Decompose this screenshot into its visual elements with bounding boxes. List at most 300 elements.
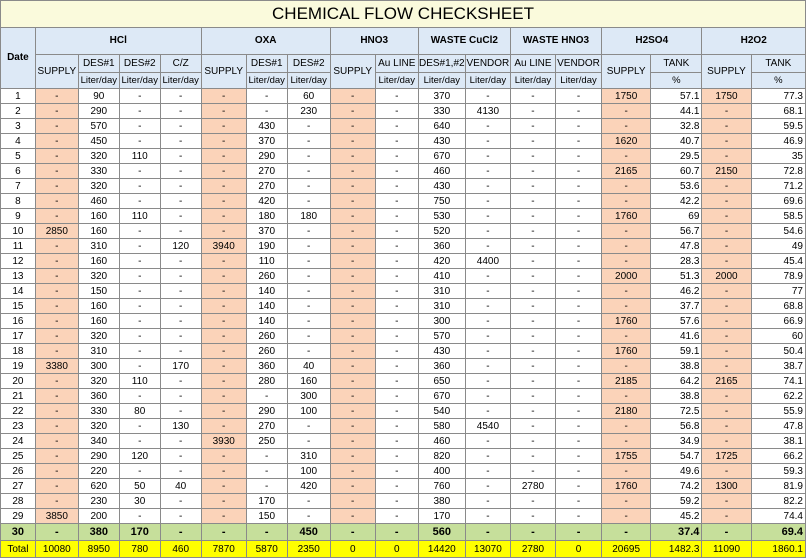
cell-h2so4-supply: - — [602, 524, 651, 541]
cell-oxa-des1: - — [246, 464, 287, 479]
cell-hcl-supply: - — [35, 239, 78, 254]
table-row — [1, 389, 806, 404]
cell-hno3-supply: - — [330, 209, 375, 224]
cell-hno3-au-line: - — [375, 164, 418, 179]
cell-oxa-supply: - — [201, 329, 246, 344]
cell-date: 22 — [1, 404, 36, 419]
cell-waste-hno3-vendor: - — [555, 89, 601, 104]
cell-waste-hno3-au-line: - — [510, 509, 555, 524]
cell-hcl-cz: - — [160, 284, 201, 299]
cell-h2o2-tank: 78.9 — [751, 269, 805, 284]
cell-hno3-au-line: - — [375, 119, 418, 134]
cell-oxa-supply: - — [201, 254, 246, 269]
cell-oxa-supply: - — [201, 179, 246, 194]
cell-h2so4-supply: 1620 — [602, 134, 651, 149]
cell-waste-cucl2-des: 570 — [418, 329, 465, 344]
cell-waste-hno3-au-line: - — [510, 134, 555, 149]
cell-date: 14 — [1, 284, 36, 299]
cell-hcl-des2: - — [119, 314, 160, 329]
cell-hcl-des1: 220 — [78, 464, 119, 479]
cell-hno3-au-line: - — [375, 149, 418, 164]
cell-hcl-des1: 230 — [78, 494, 119, 509]
cell-h2o2-supply: 2165 — [702, 374, 751, 389]
cell-waste-cucl2-des: 820 — [418, 449, 465, 464]
cell-oxa-des2: - — [287, 434, 330, 449]
cell-h2so4-supply: 1760 — [602, 314, 651, 329]
group-h2so4: H2SO4 — [602, 28, 702, 55]
cell-waste-cucl2-des: 760 — [418, 479, 465, 494]
cell-hcl-supply: - — [35, 464, 78, 479]
cell-oxa-des2: 60 — [287, 89, 330, 104]
cell-h2so4-tank: 40.7 — [651, 134, 702, 149]
cell-hcl-supply: - — [35, 419, 78, 434]
cell-hcl-cz: - — [160, 509, 201, 524]
cell-waste-hno3-vendor: - — [555, 494, 601, 509]
cell-waste-cucl2-vendor: 4540 — [465, 419, 510, 434]
cell-waste-hno3-vendor: - — [555, 269, 601, 284]
cell-waste-cucl2-des: 650 — [418, 374, 465, 389]
cell-hcl-des1: 290 — [78, 104, 119, 119]
cell-oxa-supply: 3940 — [201, 239, 246, 254]
table-row — [1, 269, 806, 284]
cell-hcl-cz: - — [160, 464, 201, 479]
cell-oxa-des1: 180 — [246, 209, 287, 224]
cell-hcl-supply: 3850 — [35, 509, 78, 524]
cell-waste-cucl2-vendor: 4400 — [465, 254, 510, 269]
cell-h2o2-tank: 35 — [751, 149, 805, 164]
cell-waste-hno3-vendor: 0 — [555, 541, 601, 558]
cell-oxa-des2: - — [287, 224, 330, 239]
cell-oxa-supply: - — [201, 449, 246, 464]
table-row — [1, 434, 806, 449]
cell-oxa-des2: 100 — [287, 404, 330, 419]
cell-oxa-des2: 2350 — [287, 541, 330, 558]
table-row — [1, 119, 806, 134]
cell-hcl-des1: 8950 — [78, 541, 119, 558]
cell-hcl-des2: 30 — [119, 494, 160, 509]
unit-label: Liter/day — [555, 73, 601, 89]
cell-waste-cucl2-des: 370 — [418, 89, 465, 104]
cell-waste-hno3-vendor: - — [555, 119, 601, 134]
cell-h2so4-tank: 60.7 — [651, 164, 702, 179]
cell-h2o2-tank: 69.4 — [751, 524, 805, 541]
oxa-supply-header: SUPPLY — [201, 55, 246, 89]
cell-h2so4-tank: 45.2 — [651, 509, 702, 524]
cell-h2so4-tank: 51.3 — [651, 269, 702, 284]
cell-hno3-supply: - — [330, 419, 375, 434]
cell-hno3-au-line: 0 — [375, 541, 418, 558]
cell-waste-hno3-vendor: - — [555, 239, 601, 254]
cell-oxa-des1: 260 — [246, 329, 287, 344]
h2so4-tank-header: TANK — [651, 55, 702, 73]
cell-hno3-supply: - — [330, 344, 375, 359]
cell-hcl-des2: 780 — [119, 541, 160, 558]
cell-oxa-supply: - — [201, 104, 246, 119]
cell-waste-cucl2-vendor: - — [465, 164, 510, 179]
cell-hcl-des1: 200 — [78, 509, 119, 524]
cell-hno3-supply: - — [330, 284, 375, 299]
cell-oxa-des2: - — [287, 254, 330, 269]
unit-label: Liter/day — [119, 73, 160, 89]
cell-oxa-des2: - — [287, 194, 330, 209]
cell-hno3-supply: - — [330, 179, 375, 194]
cell-hno3-au-line: - — [375, 389, 418, 404]
cell-oxa-supply: - — [201, 464, 246, 479]
cell-h2so4-supply: 2165 — [602, 164, 651, 179]
cell-hno3-au-line: - — [375, 449, 418, 464]
cell-hcl-des1: 320 — [78, 179, 119, 194]
cell-waste-cucl2-vendor: - — [465, 314, 510, 329]
cell-oxa-des1: 290 — [246, 149, 287, 164]
cell-h2so4-supply: - — [602, 419, 651, 434]
cell-waste-hno3-au-line: - — [510, 254, 555, 269]
cell-h2o2-tank: 68.1 — [751, 104, 805, 119]
cell-oxa-supply: - — [201, 224, 246, 239]
cell-waste-cucl2-vendor: - — [465, 449, 510, 464]
cell-waste-hno3-au-line: - — [510, 434, 555, 449]
cell-waste-hno3-vendor: - — [555, 389, 601, 404]
table-row — [1, 194, 806, 209]
cell-hcl-des2: - — [119, 464, 160, 479]
cell-date: Total — [1, 541, 36, 558]
cell-h2so4-tank: 41.6 — [651, 329, 702, 344]
cell-waste-cucl2-des: 460 — [418, 434, 465, 449]
group-waste-hno3: WASTE HNO3 — [510, 28, 601, 55]
cell-waste-cucl2-vendor: - — [465, 149, 510, 164]
cell-waste-cucl2-vendor: - — [465, 194, 510, 209]
cell-hcl-des2: 80 — [119, 404, 160, 419]
cell-hcl-des2: - — [119, 164, 160, 179]
cell-hcl-des1: 310 — [78, 344, 119, 359]
cell-h2so4-tank: 59.2 — [651, 494, 702, 509]
unit-label: Liter/day — [287, 73, 330, 89]
cell-hno3-au-line: - — [375, 479, 418, 494]
cell-waste-cucl2-vendor: - — [465, 434, 510, 449]
cell-h2so4-supply: - — [602, 194, 651, 209]
cell-waste-cucl2-des: 750 — [418, 194, 465, 209]
cell-hcl-cz: - — [160, 164, 201, 179]
cell-h2so4-tank: 47.8 — [651, 239, 702, 254]
cell-waste-cucl2-vendor: 4130 — [465, 104, 510, 119]
cell-hcl-cz: - — [160, 209, 201, 224]
cell-waste-hno3-au-line: - — [510, 284, 555, 299]
cell-hcl-cz: 40 — [160, 479, 201, 494]
cell-hno3-supply: - — [330, 299, 375, 314]
cell-waste-hno3-vendor: - — [555, 509, 601, 524]
cell-h2o2-tank: 74.4 — [751, 509, 805, 524]
cell-h2so4-supply: - — [602, 239, 651, 254]
cell-hno3-supply: - — [330, 239, 375, 254]
h2so4-supply-header: SUPPLY — [602, 55, 651, 89]
cell-waste-hno3-vendor: - — [555, 209, 601, 224]
cell-h2o2-supply: - — [702, 224, 751, 239]
cell-waste-hno3-vendor: - — [555, 104, 601, 119]
group-hno3: HNO3 — [330, 28, 418, 55]
cell-h2o2-supply: - — [702, 464, 751, 479]
cell-oxa-des1: 270 — [246, 164, 287, 179]
cell-waste-hno3-au-line: - — [510, 359, 555, 374]
cell-hno3-au-line: - — [375, 284, 418, 299]
cell-waste-cucl2-des: 310 — [418, 284, 465, 299]
cell-oxa-des2: 310 — [287, 449, 330, 464]
cell-hcl-des2: - — [119, 89, 160, 104]
cell-oxa-des2: - — [287, 119, 330, 134]
cell-hcl-supply: - — [35, 149, 78, 164]
cell-hcl-des1: 320 — [78, 269, 119, 284]
cell-hcl-supply: - — [35, 314, 78, 329]
cell-hcl-des2: 110 — [119, 374, 160, 389]
cell-hcl-supply: - — [35, 164, 78, 179]
cell-hcl-cz: 170 — [160, 359, 201, 374]
cell-hcl-cz: - — [160, 404, 201, 419]
cell-h2o2-tank: 68.8 — [751, 299, 805, 314]
group-hcl: HCl — [35, 28, 201, 55]
cell-waste-hno3-vendor: - — [555, 374, 601, 389]
cell-oxa-des1: 190 — [246, 239, 287, 254]
cell-h2so4-supply: - — [602, 254, 651, 269]
cell-waste-hno3-au-line: - — [510, 119, 555, 134]
cell-hcl-des2: 110 — [119, 209, 160, 224]
cell-h2o2-tank: 54.6 — [751, 224, 805, 239]
cell-hcl-supply: - — [35, 104, 78, 119]
cell-oxa-des1: 170 — [246, 494, 287, 509]
cell-waste-hno3-vendor: - — [555, 149, 601, 164]
cell-hcl-des2: 170 — [119, 524, 160, 541]
oxa-des2-header: DES#2 — [287, 55, 330, 73]
cell-waste-cucl2-vendor: - — [465, 284, 510, 299]
cell-oxa-des2: 450 — [287, 524, 330, 541]
cell-hcl-des2: 110 — [119, 149, 160, 164]
waste-hno3-au-line-header: Au LINE — [510, 55, 555, 73]
cell-oxa-des1: 140 — [246, 284, 287, 299]
cell-waste-cucl2-des: 410 — [418, 269, 465, 284]
cell-oxa-des2: 300 — [287, 389, 330, 404]
cell-hcl-cz: - — [160, 524, 201, 541]
cell-h2o2-supply: - — [702, 509, 751, 524]
cell-hno3-supply: - — [330, 89, 375, 104]
cell-hcl-des2: - — [119, 299, 160, 314]
cell-hcl-cz: - — [160, 449, 201, 464]
table-row — [1, 359, 806, 374]
cell-h2o2-supply: - — [702, 104, 751, 119]
table-row — [1, 374, 806, 389]
cell-h2so4-tank: 49.6 — [651, 464, 702, 479]
table-row — [1, 419, 806, 434]
cell-waste-cucl2-vendor: - — [465, 464, 510, 479]
cell-oxa-des2: - — [287, 149, 330, 164]
cell-hcl-des1: 320 — [78, 374, 119, 389]
cell-hcl-supply: - — [35, 209, 78, 224]
cell-oxa-des2: - — [287, 269, 330, 284]
cell-waste-cucl2-des: 530 — [418, 209, 465, 224]
cell-waste-cucl2-vendor: - — [465, 209, 510, 224]
cell-h2o2-tank: 74.1 — [751, 374, 805, 389]
cell-h2o2-supply: - — [702, 239, 751, 254]
cell-date: 13 — [1, 269, 36, 284]
cell-waste-hno3-au-line: - — [510, 299, 555, 314]
cell-waste-cucl2-des: 360 — [418, 239, 465, 254]
cell-h2so4-supply: 1750 — [602, 89, 651, 104]
cell-hcl-des1: 570 — [78, 119, 119, 134]
cell-hno3-au-line: - — [375, 104, 418, 119]
cell-h2so4-supply: - — [602, 329, 651, 344]
cell-waste-cucl2-vendor: - — [465, 509, 510, 524]
cell-waste-hno3-vendor: - — [555, 329, 601, 344]
cell-waste-hno3-au-line: - — [510, 374, 555, 389]
cell-hcl-supply: - — [35, 374, 78, 389]
cell-date: 5 — [1, 149, 36, 164]
cell-waste-hno3-vendor: - — [555, 419, 601, 434]
cell-waste-cucl2-des: 360 — [418, 359, 465, 374]
table-row — [1, 464, 806, 479]
cell-hno3-au-line: - — [375, 179, 418, 194]
cell-oxa-supply: - — [201, 209, 246, 224]
cell-oxa-des1: 150 — [246, 509, 287, 524]
unit-label: Liter/day — [375, 73, 418, 89]
cell-h2o2-tank: 49 — [751, 239, 805, 254]
cell-hcl-des1: 160 — [78, 254, 119, 269]
cell-h2o2-supply: - — [702, 404, 751, 419]
cell-waste-cucl2-des: 670 — [418, 389, 465, 404]
cell-hno3-au-line: - — [375, 464, 418, 479]
cell-waste-cucl2-vendor: - — [465, 119, 510, 134]
cell-waste-cucl2-des: 580 — [418, 419, 465, 434]
cell-h2so4-tank: 42.2 — [651, 194, 702, 209]
cell-hcl-cz: - — [160, 134, 201, 149]
cell-h2o2-tank: 45.4 — [751, 254, 805, 269]
cell-h2o2-supply: - — [702, 434, 751, 449]
cell-h2so4-tank: 34.9 — [651, 434, 702, 449]
cell-hno3-au-line: - — [375, 314, 418, 329]
cell-hcl-des1: 330 — [78, 164, 119, 179]
table-row — [1, 329, 806, 344]
cell-hno3-au-line: - — [375, 404, 418, 419]
cell-hcl-supply: - — [35, 254, 78, 269]
cell-hno3-au-line: - — [375, 359, 418, 374]
cell-waste-hno3-au-line: - — [510, 329, 555, 344]
cell-hcl-des1: 320 — [78, 329, 119, 344]
cell-waste-hno3-au-line: - — [510, 194, 555, 209]
cell-hno3-supply: - — [330, 389, 375, 404]
cell-hcl-cz: - — [160, 224, 201, 239]
cell-date: 7 — [1, 179, 36, 194]
cell-waste-cucl2-vendor: - — [465, 179, 510, 194]
cell-waste-hno3-au-line: - — [510, 89, 555, 104]
cell-h2so4-supply: 1760 — [602, 209, 651, 224]
cell-hcl-supply: - — [35, 179, 78, 194]
cell-date: 11 — [1, 239, 36, 254]
cell-h2o2-tank: 72.8 — [751, 164, 805, 179]
cell-hno3-au-line: - — [375, 134, 418, 149]
cell-hcl-des2: - — [119, 284, 160, 299]
cell-h2so4-tank: 74.2 — [651, 479, 702, 494]
cell-oxa-des1: - — [246, 524, 287, 541]
cell-oxa-des2: - — [287, 179, 330, 194]
cell-h2o2-tank: 58.5 — [751, 209, 805, 224]
cell-hno3-au-line: - — [375, 509, 418, 524]
cell-waste-cucl2-des: 430 — [418, 344, 465, 359]
cell-h2o2-supply: - — [702, 419, 751, 434]
unit-label: % — [651, 73, 702, 89]
cell-date: 1 — [1, 89, 36, 104]
cell-waste-hno3-au-line: - — [510, 494, 555, 509]
cell-waste-hno3-au-line: - — [510, 224, 555, 239]
cell-date: 12 — [1, 254, 36, 269]
group-oxa: OXA — [201, 28, 330, 55]
cell-hno3-au-line: - — [375, 374, 418, 389]
cell-h2so4-tank: 1482.3 — [651, 541, 702, 558]
cell-date: 15 — [1, 299, 36, 314]
cell-hcl-supply: - — [35, 344, 78, 359]
cell-hno3-supply: - — [330, 164, 375, 179]
cell-hcl-des1: 360 — [78, 389, 119, 404]
cell-h2so4-supply: 2180 — [602, 404, 651, 419]
cell-waste-hno3-au-line: - — [510, 389, 555, 404]
cell-oxa-des1: 270 — [246, 179, 287, 194]
h2o2-tank-header: TANK — [751, 55, 805, 73]
waste-hno3-vendor-header: VENDOR — [555, 55, 601, 73]
cell-oxa-supply: - — [201, 284, 246, 299]
cell-hcl-supply: - — [35, 134, 78, 149]
cell-waste-hno3-vendor: - — [555, 284, 601, 299]
cell-h2so4-tank: 28.3 — [651, 254, 702, 269]
cell-oxa-des2: 40 — [287, 359, 330, 374]
cell-hcl-cz: 460 — [160, 541, 201, 558]
cell-hno3-au-line: - — [375, 329, 418, 344]
cell-waste-cucl2-vendor: - — [465, 374, 510, 389]
cell-waste-hno3-vendor: - — [555, 164, 601, 179]
cell-hno3-supply: - — [330, 254, 375, 269]
cell-oxa-supply: - — [201, 509, 246, 524]
cell-hcl-des1: 310 — [78, 239, 119, 254]
cell-hcl-des2: - — [119, 419, 160, 434]
cell-oxa-des2: - — [287, 494, 330, 509]
cell-hcl-supply: - — [35, 89, 78, 104]
cell-h2so4-tank: 37.4 — [651, 524, 702, 541]
cell-oxa-des2: 160 — [287, 374, 330, 389]
table-row — [1, 284, 806, 299]
cell-h2o2-tank: 38.7 — [751, 359, 805, 374]
cell-h2so4-tank: 37.7 — [651, 299, 702, 314]
cell-hcl-cz: - — [160, 329, 201, 344]
cell-hcl-supply: - — [35, 524, 78, 541]
cell-waste-cucl2-des: 170 — [418, 509, 465, 524]
table-row — [1, 239, 806, 254]
cell-h2so4-tank: 57.1 — [651, 89, 702, 104]
cell-hno3-au-line: - — [375, 209, 418, 224]
cell-waste-cucl2-des: 560 — [418, 524, 465, 541]
cell-hcl-des1: 380 — [78, 524, 119, 541]
cell-oxa-supply: - — [201, 419, 246, 434]
cell-oxa-des1: 140 — [246, 314, 287, 329]
hno3-au-line-header: Au LINE — [375, 55, 418, 73]
cell-waste-cucl2-vendor: - — [465, 494, 510, 509]
cell-hcl-cz: - — [160, 434, 201, 449]
cell-oxa-des1: - — [246, 389, 287, 404]
cell-waste-hno3-vendor: - — [555, 344, 601, 359]
cell-date: 17 — [1, 329, 36, 344]
unit-label: Liter/day — [246, 73, 287, 89]
cell-waste-hno3-vendor: - — [555, 179, 601, 194]
cell-date: 30 — [1, 524, 36, 541]
cell-oxa-des1: - — [246, 479, 287, 494]
cell-hcl-des1: 320 — [78, 149, 119, 164]
cell-waste-hno3-au-line: - — [510, 464, 555, 479]
cell-oxa-supply: - — [201, 524, 246, 541]
table-row — [1, 254, 806, 269]
cell-h2so4-tank: 38.8 — [651, 359, 702, 374]
cell-hcl-des2: 120 — [119, 449, 160, 464]
